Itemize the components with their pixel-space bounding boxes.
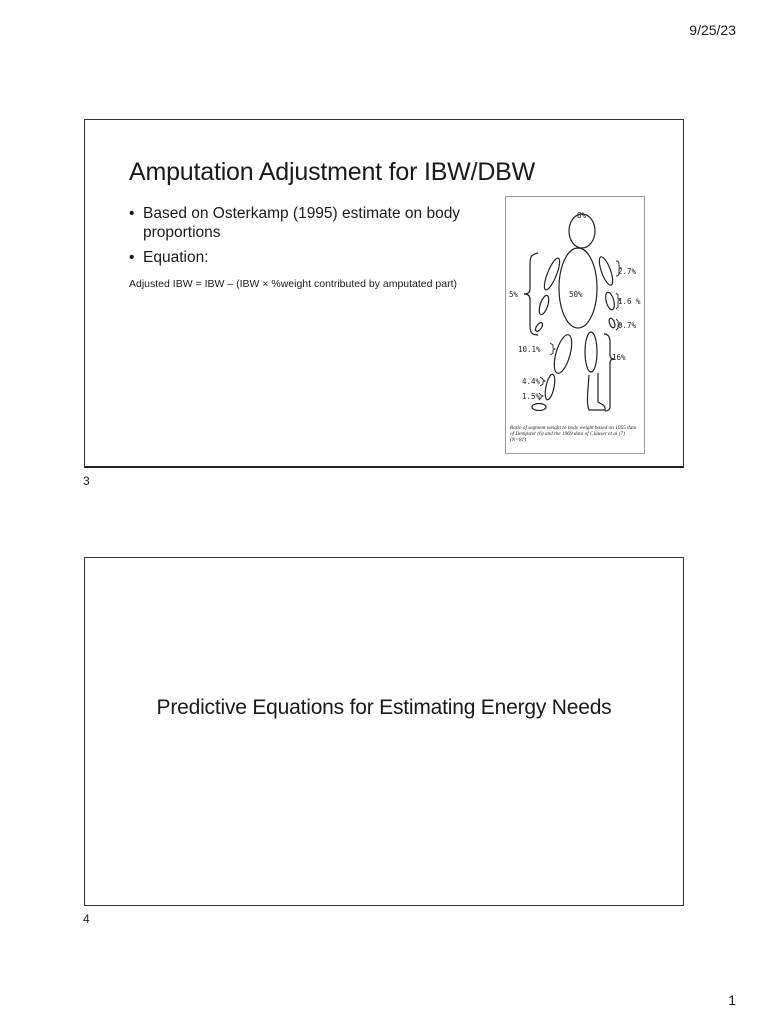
bullet-icon: • bbox=[129, 205, 135, 222]
left-forearm-shape bbox=[537, 294, 550, 315]
left-thigh-shape bbox=[551, 333, 575, 375]
forearm-percent-label: 1.6 % bbox=[618, 297, 641, 306]
leg-total-percent-label: 16% bbox=[612, 353, 626, 362]
figure-caption: Ratio of segment weight to body weight based on 1955 data of Dempster (6) and the 1969 data of Clauser et al (7) (N=81). bbox=[510, 425, 637, 444]
slide-3 bbox=[84, 119, 684, 468]
slide-number: 3 bbox=[83, 474, 90, 488]
hand-percent-label: 0.7% bbox=[618, 321, 637, 330]
page-number: 1 bbox=[728, 992, 736, 1008]
upper-arm-percent-label: 2.7% bbox=[618, 267, 637, 276]
right-hand-shape bbox=[608, 317, 616, 328]
bullet-item: • Equation: bbox=[129, 249, 209, 266]
lower-leg-percent-label: 4.4% bbox=[522, 377, 541, 386]
equation-text: Adjusted IBW = IBW – (IBW × %weight contributed by amputated part) bbox=[129, 278, 457, 290]
leg-bracket bbox=[604, 334, 614, 411]
right-thigh-shape bbox=[585, 332, 597, 372]
bullet-icon: • bbox=[129, 249, 135, 266]
left-foot-shape bbox=[532, 404, 546, 411]
body-segment-figure bbox=[505, 196, 645, 454]
thigh-percent-label: 10.1% bbox=[518, 345, 541, 354]
bullet-item: • Based on Osterkamp (1995) estimate on body proportions bbox=[129, 205, 461, 241]
right-upper-arm-shape bbox=[597, 255, 616, 286]
slide-4 bbox=[84, 557, 684, 906]
slide-title: Predictive Equations for Estimating Energy Needs bbox=[156, 696, 612, 719]
trunk-shape bbox=[559, 248, 597, 328]
arm-total-percent-label: 5% bbox=[509, 290, 519, 299]
right-leg-foot-shape bbox=[587, 373, 605, 410]
right-forearm-shape bbox=[604, 291, 616, 310]
slide-title: Amputation Adjustment for IBW/DBW bbox=[129, 158, 536, 186]
bullet-list bbox=[129, 204, 479, 273]
arm-bracket bbox=[524, 253, 538, 335]
foot-percent-label: 1.5% bbox=[522, 392, 541, 401]
thigh-bracket bbox=[550, 343, 555, 355]
lower-leg-bracket bbox=[540, 377, 545, 386]
left-hand-shape bbox=[534, 321, 544, 332]
header-date: 9/25/23 bbox=[689, 22, 736, 38]
left-lower-leg-shape bbox=[543, 373, 556, 400]
trunk-percent-label: 50% bbox=[569, 290, 583, 299]
head-percent-label: 8% bbox=[577, 211, 587, 220]
slide-number: 4 bbox=[83, 912, 90, 926]
